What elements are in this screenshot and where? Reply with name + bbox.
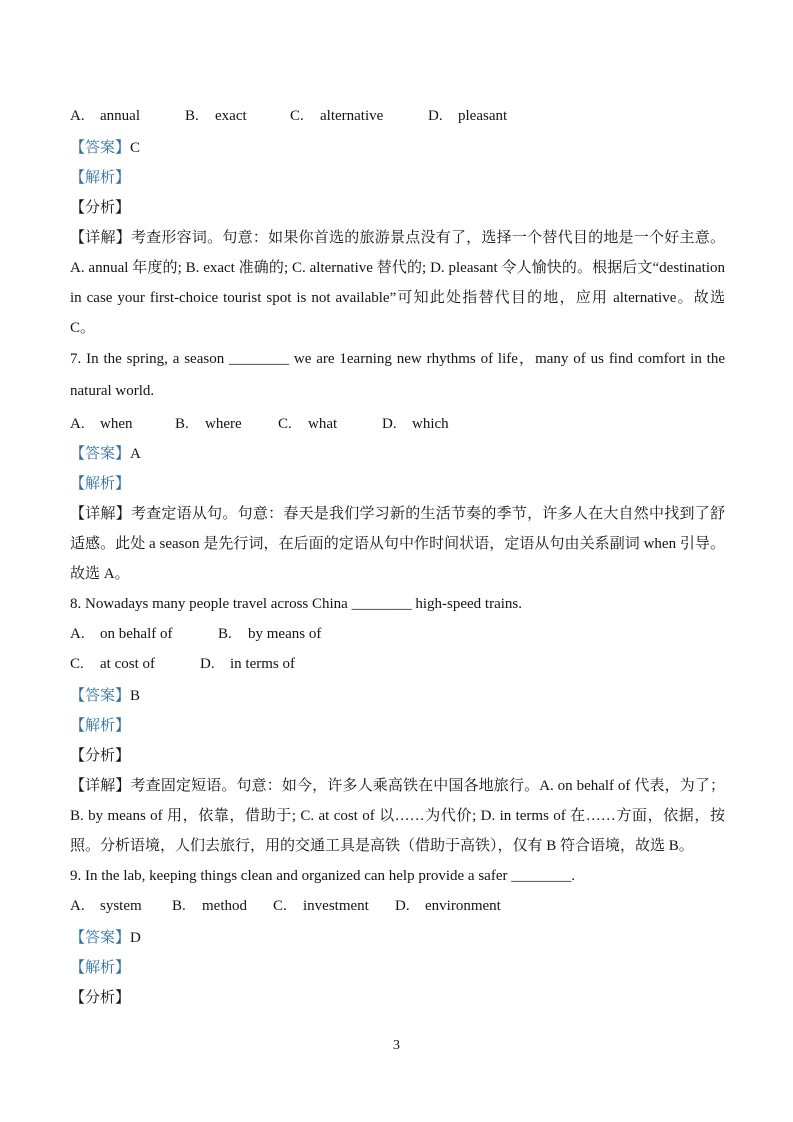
q8-stem-line: 8. Nowadays many people travel across China ________ high-speed trains. [70, 596, 522, 612]
q6-option-b-label: B. [185, 108, 199, 124]
q6-detail-line-3: in case your first-choice tourist spot is not available”可知此处指替代目的地，应用 alternative。故选 [70, 290, 725, 306]
q6-jiexi-tag: 【解析】 [70, 170, 131, 186]
q9-option-d-text: environment [425, 898, 501, 914]
q9-option-b-label: B. [172, 898, 186, 914]
q6-option-c-label: C. [290, 108, 304, 124]
q7-stem-line-2: natural world. [70, 383, 155, 399]
q7-option-d-text: which [412, 416, 449, 432]
q9-answer-value: D [130, 930, 141, 946]
q8-option-a-text: on behalf of [100, 626, 173, 642]
q6-option-a-text: annual [100, 108, 140, 124]
q6-answer-value: C [130, 140, 141, 156]
q8-option-b-label: B. [218, 626, 232, 642]
q6-detail-line-4: C。 [70, 320, 96, 336]
q8-option-c-label: C. [70, 656, 84, 672]
q8-fenxi-tag: 【分析】 [70, 748, 131, 764]
q7-detail-line-1: 【详解】考查定语从句。句意：春天是我们学习新的生活节奏的季节，许多人在大自然中找到了舒 [70, 506, 725, 522]
q9-option-a-label: A. [70, 898, 85, 914]
q8-option-d-text: in terms of [230, 656, 295, 672]
q8-options-row-cd [0, 650, 793, 680]
q8-detail-line-3: 照。分析语境，人们去旅行，用的交通工具是高铁（借助于高铁），仅有 B 符合语境，故选 B。 [70, 838, 694, 854]
q8-jiexi-tag: 【解析】 [70, 718, 131, 734]
q7-answer-tag: 【答案】 [70, 446, 131, 462]
q6-option-d-text: pleasant [458, 108, 508, 124]
q6-option-c-text: alternative [320, 108, 384, 124]
q7-options-row [0, 410, 793, 440]
q6-fenxi-tag: 【分析】 [70, 200, 131, 216]
q7-stem-line-1: 7. In the spring, a season ________ we are 1earning new rhythms of life，many of us find comfort in the [70, 351, 725, 367]
q9-answer-line [70, 924, 725, 954]
q7-option-b-text: where [205, 416, 242, 432]
q6-option-b-text: exact [215, 108, 247, 124]
q9-option-c-label: C. [273, 898, 287, 914]
q9-answer-tag: 【答案】 [70, 930, 131, 946]
q7-option-d-label: D. [382, 416, 397, 432]
q8-detail-line-1: 【详解】考查固定短语。句意：如今，许多人乘高铁在中国各地旅行。A. on behalf of 代表，为了； [70, 778, 725, 794]
q8-answer-value: B [130, 688, 141, 704]
q8-answer-line [70, 682, 725, 712]
q6-detail-line-1: 【详解】考查形容词。句意：如果你首选的旅游景点没有了，选择一个替代目的地是一个好主意。 [70, 230, 725, 246]
q9-option-b-text: method [202, 898, 247, 914]
q7-answer-value: A [130, 446, 141, 462]
q9-options-row [0, 892, 793, 922]
q7-option-a-text: when [100, 416, 133, 432]
q8-option-a-label: A. [70, 626, 85, 642]
q6-options-row [0, 102, 793, 132]
q9-option-d-label: D. [395, 898, 410, 914]
q7-option-a-label: A. [70, 416, 85, 432]
q8-option-d-label: D. [200, 656, 215, 672]
q6-option-d-label: D. [428, 108, 443, 124]
q6-answer-line [70, 134, 725, 164]
q7-detail-line-2: 适感。此处 a season 是先行词，在后面的定语从句中作时间状语，定语从句由关系副词 when 引导。 [70, 536, 725, 552]
q9-option-c-text: investment [303, 898, 369, 914]
q7-option-b-label: B. [175, 416, 189, 432]
q7-answer-line [70, 440, 725, 470]
page-number: 3 [393, 1038, 400, 1053]
q6-answer-tag: 【答案】 [70, 140, 131, 156]
q7-option-c-text: what [308, 416, 338, 432]
q8-answer-tag: 【答案】 [70, 688, 131, 704]
q7-detail-line-3: 故选 A。 [70, 566, 130, 582]
q8-option-b-text: by means of [248, 626, 322, 642]
q9-fenxi-tag: 【分析】 [70, 990, 131, 1006]
q6-option-a-label: A. [70, 108, 85, 124]
q9-stem-line: 9. In the lab, keeping things clean and organized can help provide a safer ________. [70, 868, 575, 884]
q8-option-c-text: at cost of [100, 656, 155, 672]
q6-detail-line-2: A. annual 年度的; B. exact 准确的; C. alternative 替代的; D. pleasant 令人愉快的。根据后文“destination [70, 260, 725, 276]
q7-option-c-label: C. [278, 416, 292, 432]
q9-option-a-text: system [100, 898, 142, 914]
q8-options-row-ab [0, 620, 793, 650]
q9-jiexi-tag: 【解析】 [70, 960, 131, 976]
q8-detail-line-2: B. by means of 用，依靠，借助于; C. at cost of 以……为代价; D. in terms of 在……方面，依据，按 [70, 808, 725, 824]
q7-jiexi-tag: 【解析】 [70, 476, 131, 492]
